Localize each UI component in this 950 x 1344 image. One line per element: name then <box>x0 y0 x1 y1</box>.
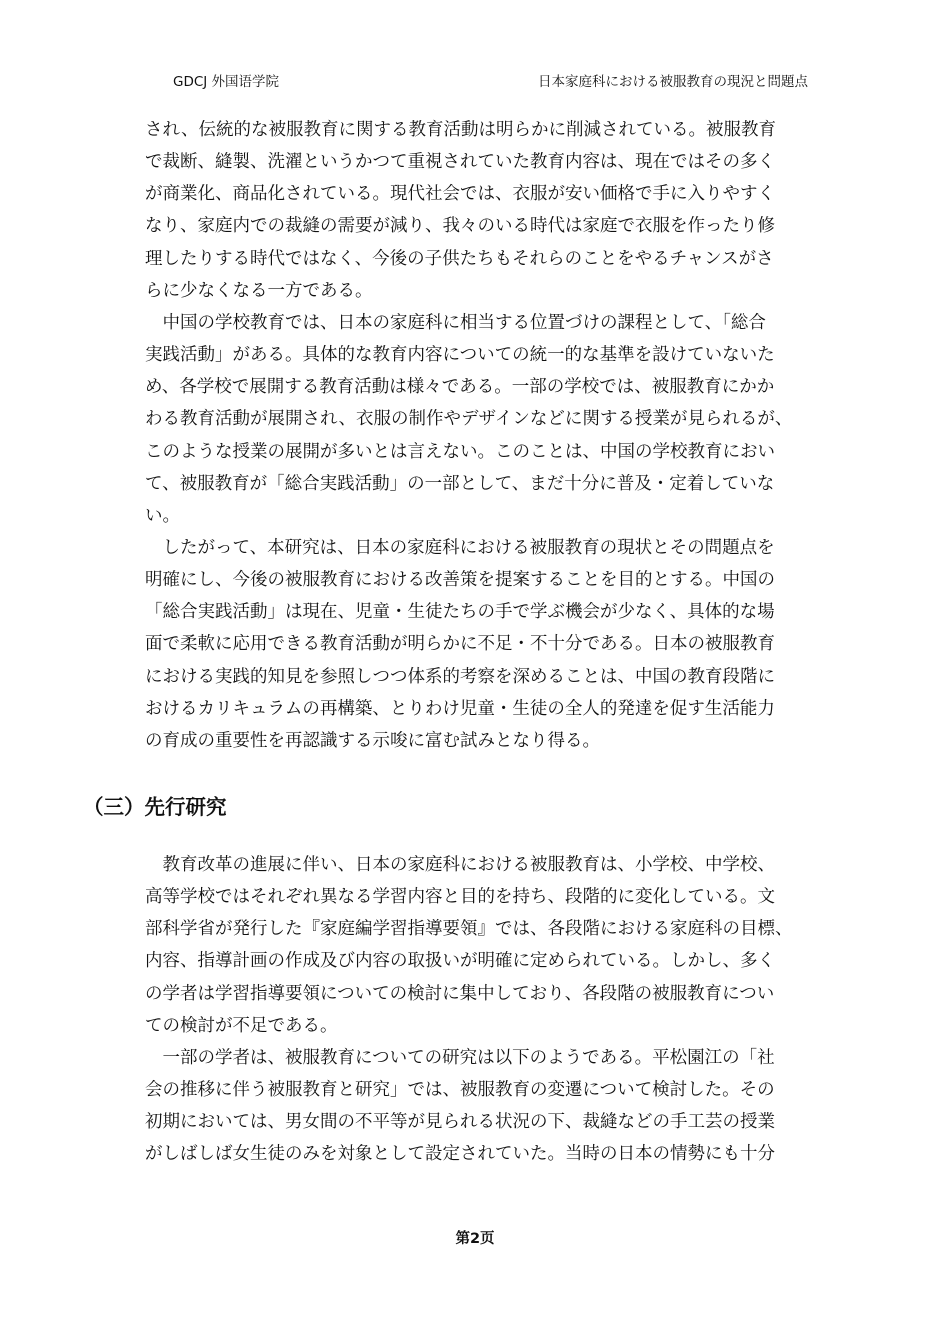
text-line: における実践的知見を参照しつつ体系的考察を深めることは、中国の教育段階に <box>145 666 775 687</box>
text-line: なり、家庭内での裁縫の需要が減り、我々のいる時代は家庭で衣服を作ったり修 <box>145 216 775 237</box>
text-line: したがって、本研究は、日本の家庭科における被服教育の現状とその問題点を <box>145 537 775 558</box>
text-line: 面で柔軟に応用できる教育活動が明らかに不足・不十分である。日本の被服教育 <box>145 634 775 655</box>
page-number: 第2页 <box>455 1231 495 1247</box>
text-line: 実践活動」がある。具体的な教育内容についての統一的な基準を設けていないた <box>145 345 775 366</box>
text-line: 会の推移に伴う被服教育と研究」では、被服教育の変遷について検討した。その <box>145 1080 775 1101</box>
text-line: 初期においては、男女間の不平等が見られる状況の下、裁縫などの手工芸の授業 <box>145 1112 775 1133</box>
text-line: がしばしば女生徒のみを対象として設定されていた。当時の日本の情勢にも十分 <box>145 1144 775 1165</box>
text-line: の学者は学習指導要領についての検討に集中しており、各段階の被服教育につい <box>145 983 775 1004</box>
text-line: 高等学校ではそれぞれ異なる学習内容と目的を持ち、段階的に変化している。文 <box>145 887 775 908</box>
text-line: 教育改革の進展に伴い、日本の家庭科における被服教育は、小学校、中学校、 <box>145 855 775 875</box>
text-line: おけるカリキュラムの再構築、とりわけ児童・生徒の全人的発達を促す生活能力 <box>145 698 775 719</box>
text-line: の育成の重要性を再認識する示唆に富む試みとなり得る。 <box>145 730 600 751</box>
text-line: で裁断、縫製、洗濯というかつて重視されていた教育内容は、現在ではその多く <box>145 152 775 173</box>
text-line: され、伝統的な被服教育に関する教育活動は明らかに削減されている。被服教育 <box>145 120 777 140</box>
text-line: め、各学校で展開する教育活動は様々である。一部の学校では、被服教育にかか <box>145 377 775 398</box>
text-line: 中国の学校教育では、日本の家庭科に相当する位置づけの課程として、「総合 <box>145 312 766 333</box>
section-heading: （三）先行研究 <box>83 795 227 819</box>
text-line: が商業化、商品化されている。現代社会では、衣服が安い価格で手に入りやすく <box>145 184 775 205</box>
text-line: このような授業の展開が多いとは言えない。このことは、中国の学校教育におい <box>145 441 775 462</box>
text-line: わる教育活動が展開され、衣服の制作やデザインなどに関する授業が見られるが、 <box>145 409 793 430</box>
text-line: 「総合実践活動」は現在、児童・生徒たちの手で学ぶ機会が少なく、具体的な場 <box>145 602 775 623</box>
text-line: ての検討が不足である。 <box>145 1015 338 1036</box>
text-line: 部科学省が発行した『家庭編学習指導要領』では、各段階における家庭科の目標、 <box>145 919 793 940</box>
text-line: て、被服教育が「総合実践活動」の一部として、まだ十分に普及・定着していな <box>145 473 775 494</box>
text-line: 一部の学者は、被服教育についての研究は以下のようである。平松園江の「社 <box>145 1047 775 1068</box>
text-line: い。 <box>145 505 180 526</box>
text-line: 明確にし、今後の被服教育における改善策を提案することを目的とする。中国の <box>145 570 775 591</box>
header-paper-title: 日本家庭科における被服教育の現況と問題点 <box>538 74 808 90</box>
text-line: らに少なくなる一方である。 <box>145 280 373 301</box>
text-line: 理したりする時代ではなく、今後の子供たちもそれらのことをやるチャンスがさ <box>145 248 774 269</box>
header-institution: GDCJ 外国语学院 <box>173 74 280 90</box>
text-line: 内容、指導計画の作成及び内容の取扱いが明確に定められている。しかし、多く <box>145 951 775 972</box>
